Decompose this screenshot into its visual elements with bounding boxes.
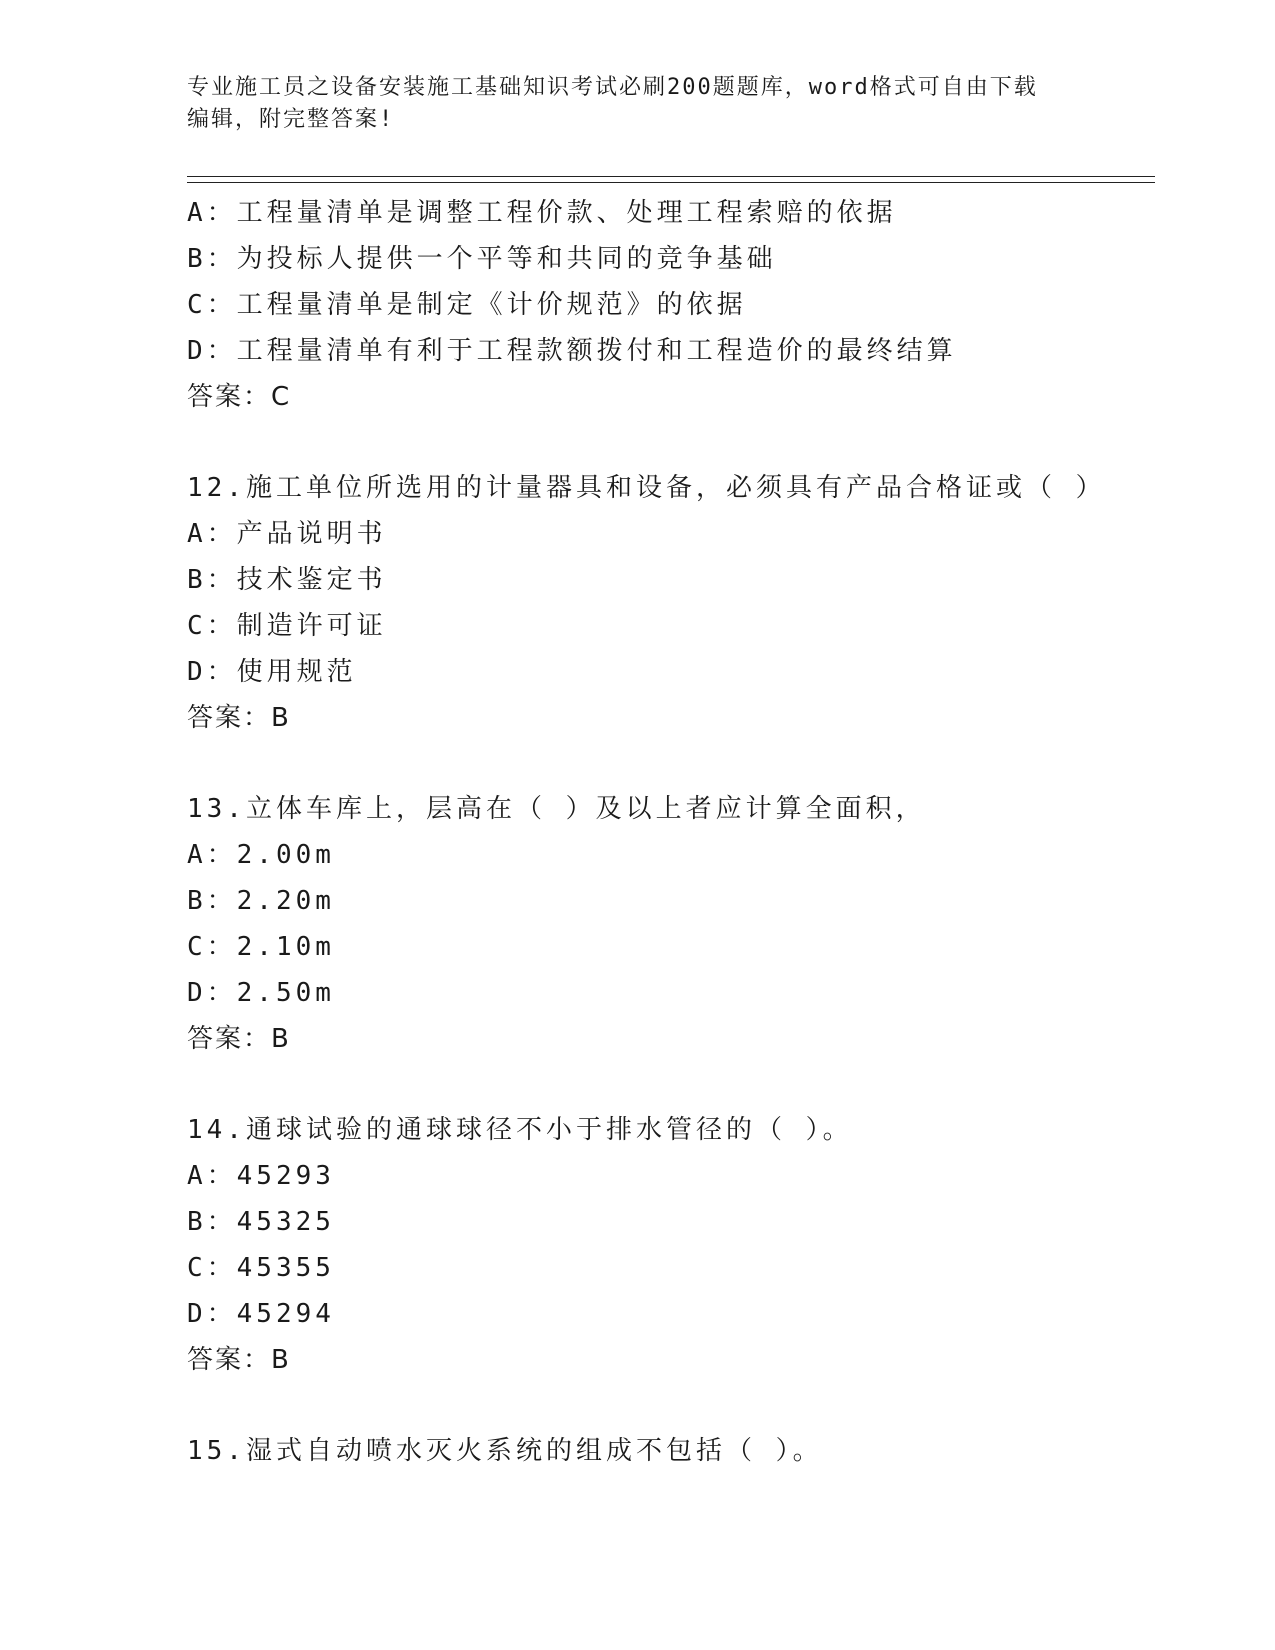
option-b: B：45325 — [187, 1207, 335, 1237]
option-b: B：2.20m — [187, 886, 335, 916]
option-d: D：使用规范 — [187, 657, 357, 687]
header-title-line-1: 专业施工员之设备安装施工基础知识考试必刷200题题库，word格式可自由下载 — [187, 75, 1038, 100]
question-list — [187, 190, 1187, 1474]
question-15 — [187, 1428, 1187, 1474]
option-c: C：制造许可证 — [187, 611, 387, 641]
option-a: A：45293 — [187, 1161, 335, 1191]
question-13 — [187, 786, 1187, 1062]
answer-line: 答案：C — [187, 382, 292, 412]
option-c: C：45355 — [187, 1253, 335, 1283]
question-stem: 15.湿式自动喷水灭火系统的组成不包括（ ）。 — [187, 1436, 823, 1466]
answer-line: 答案：B — [187, 1024, 291, 1054]
option-c: C：2.10m — [187, 932, 335, 962]
option-c: C：工程量清单是制定《计价规范》的依据 — [187, 290, 747, 320]
option-d: D：工程量清单有利于工程款额拨付和工程造价的最终结算 — [187, 336, 957, 366]
question-stem: 12.施工单位所选用的计量器具和设备，必须具有产品合格证或（ ） — [187, 473, 1106, 503]
question-stem: 13.立体车库上，层高在（ ）及以上者应计算全面积， — [187, 794, 926, 824]
question-12 — [187, 465, 1187, 741]
option-a: A：工程量清单是调整工程价款、处理工程索赔的依据 — [187, 198, 897, 228]
document-header — [187, 72, 1087, 136]
option-b: B：为投标人提供一个平等和共同的竞争基础 — [187, 244, 777, 274]
question-14 — [187, 1107, 1187, 1383]
header-divider-bottom — [187, 182, 1155, 183]
header-divider-top — [187, 176, 1155, 177]
option-a: A：2.00m — [187, 840, 335, 870]
answer-line: 答案：B — [187, 703, 291, 733]
header-title-line-2: 编辑，附完整答案! — [187, 107, 395, 132]
option-d: D：2.50m — [187, 978, 335, 1008]
option-a: A：产品说明书 — [187, 519, 387, 549]
option-d: D：45294 — [187, 1299, 335, 1329]
answer-line: 答案：B — [187, 1345, 291, 1375]
option-b: B：技术鉴定书 — [187, 565, 387, 595]
question-stem: 14.通球试验的通球球径不小于排水管径的（ ）。 — [187, 1115, 853, 1145]
question-11 — [187, 190, 1187, 420]
